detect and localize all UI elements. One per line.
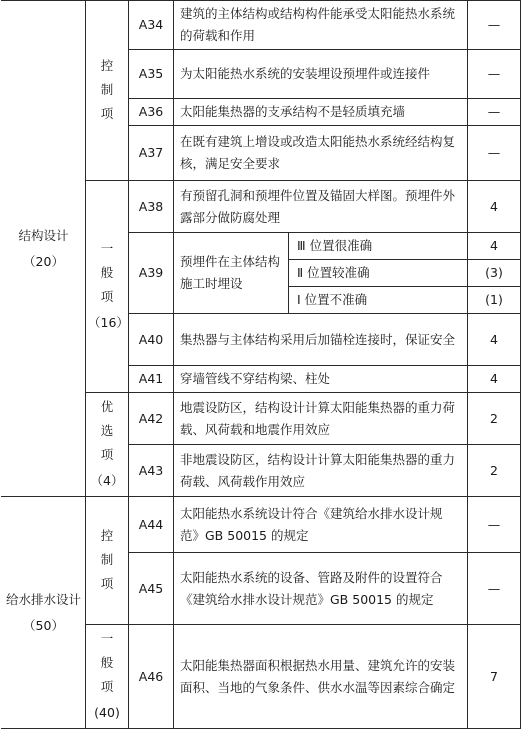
subcategory-points: (40) (94, 705, 120, 720)
item-score: 7 (468, 625, 521, 729)
item-score: — (468, 497, 521, 553)
item-code: A38 (129, 181, 174, 233)
sub-item-requirement: Ⅱ 位置较准确 (289, 260, 468, 287)
item-code: A39 (129, 233, 174, 314)
item-requirement: 建筑的主体结构或结构构件能承受太阳能热水系统的荷载和作用 (174, 1, 468, 50)
category-cell-water (2, 497, 86, 729)
item-code: A36 (129, 99, 174, 126)
item-requirement: 太阳能热水系统的设备、管路及附件的设置符合《建筑给水排水设计规范》GB 50015 的规定 (174, 553, 468, 625)
subcategory-points: （4） (90, 473, 124, 488)
subcategory-name: 优选项 (100, 399, 114, 462)
item-requirement: 太阳能集热器面积根据热水用量、建筑允许的安装面积、当地的气象条件、供水水温等因素综合确定 (174, 625, 468, 729)
item-score: 4 (468, 366, 521, 393)
item-score: (3) (468, 260, 521, 287)
item-code: A40 (129, 314, 174, 366)
category-points: （50） (23, 617, 64, 633)
subcategory-name: 一般项 (100, 241, 114, 304)
item-requirement: 有预留孔洞和预埋件位置及锚固大样图。预埋件外露部分做防腐处理 (174, 181, 468, 233)
item-score: — (468, 50, 521, 99)
item-requirement: 太阳能集热器的支承结构不是轻质填充墙 (174, 99, 468, 126)
item-code: A45 (129, 553, 174, 625)
sub-item-requirement: Ⅰ 位置不准确 (289, 287, 468, 314)
item-score: — (468, 126, 521, 181)
item-score: 4 (468, 314, 521, 366)
evaluation-table (1, 0, 521, 729)
item-code: A41 (129, 366, 174, 393)
item-score: — (468, 1, 521, 50)
item-code: A42 (129, 393, 174, 445)
category-name: 结构设计 (18, 227, 69, 243)
item-score: — (468, 553, 521, 625)
table-row (2, 1, 521, 50)
subcategory-cell (86, 393, 129, 497)
item-score: 4 (468, 181, 521, 233)
item-score: — (468, 99, 521, 126)
sub-item-requirement: Ⅲ 位置很准确 (289, 233, 468, 260)
item-requirement: 预埋件在主体结构施工时埋设 (174, 233, 289, 314)
item-code: A34 (129, 1, 174, 50)
item-requirement: 在既有建筑上增设或改造太阳能热水系统经结构复核，满足安全要求 (174, 126, 468, 181)
category-name: 给水排水设计 (5, 591, 81, 607)
item-requirement: 太阳能热水系统设计符合《建筑给水排水设计规范》GB 50015 的规定 (174, 497, 468, 553)
subcategory-points: （16） (88, 315, 129, 330)
item-code: A44 (129, 497, 174, 553)
item-code: A37 (129, 126, 174, 181)
item-requirement: 地震设防区，结构设计计算太阳能集热器的重力荷载、风荷载和地震作用效应 (174, 393, 468, 445)
subcategory-cell (86, 497, 129, 625)
subcategory-name: 一般项 (100, 631, 114, 694)
item-score: 4 (468, 233, 521, 260)
item-score: (1) (468, 287, 521, 314)
item-requirement: 穿墙管线不穿结构梁、柱处 (174, 366, 468, 393)
subcategory-cell (86, 1, 129, 181)
category-cell-structure (2, 1, 86, 497)
table-row (2, 497, 521, 553)
item-code: A43 (129, 445, 174, 497)
category-points: （20） (23, 253, 64, 269)
item-score: 2 (468, 445, 521, 497)
subcategory-cell (86, 181, 129, 393)
subcategory-name: 控制项 (100, 528, 114, 591)
subcategory-name: 控制项 (100, 58, 114, 121)
subcategory-cell (86, 625, 129, 729)
item-requirement: 集热器与主体结构采用后加锚栓连接时，保证安全 (174, 314, 468, 366)
item-code: A35 (129, 50, 174, 99)
item-requirement: 非地震设防区，结构设计计算太阳能集热器的重力荷载、风荷载作用效应 (174, 445, 468, 497)
item-score: 2 (468, 393, 521, 445)
item-requirement: 为太阳能热水系统的安装埋设预埋件或连接件 (174, 50, 468, 99)
item-code: A46 (129, 625, 174, 729)
